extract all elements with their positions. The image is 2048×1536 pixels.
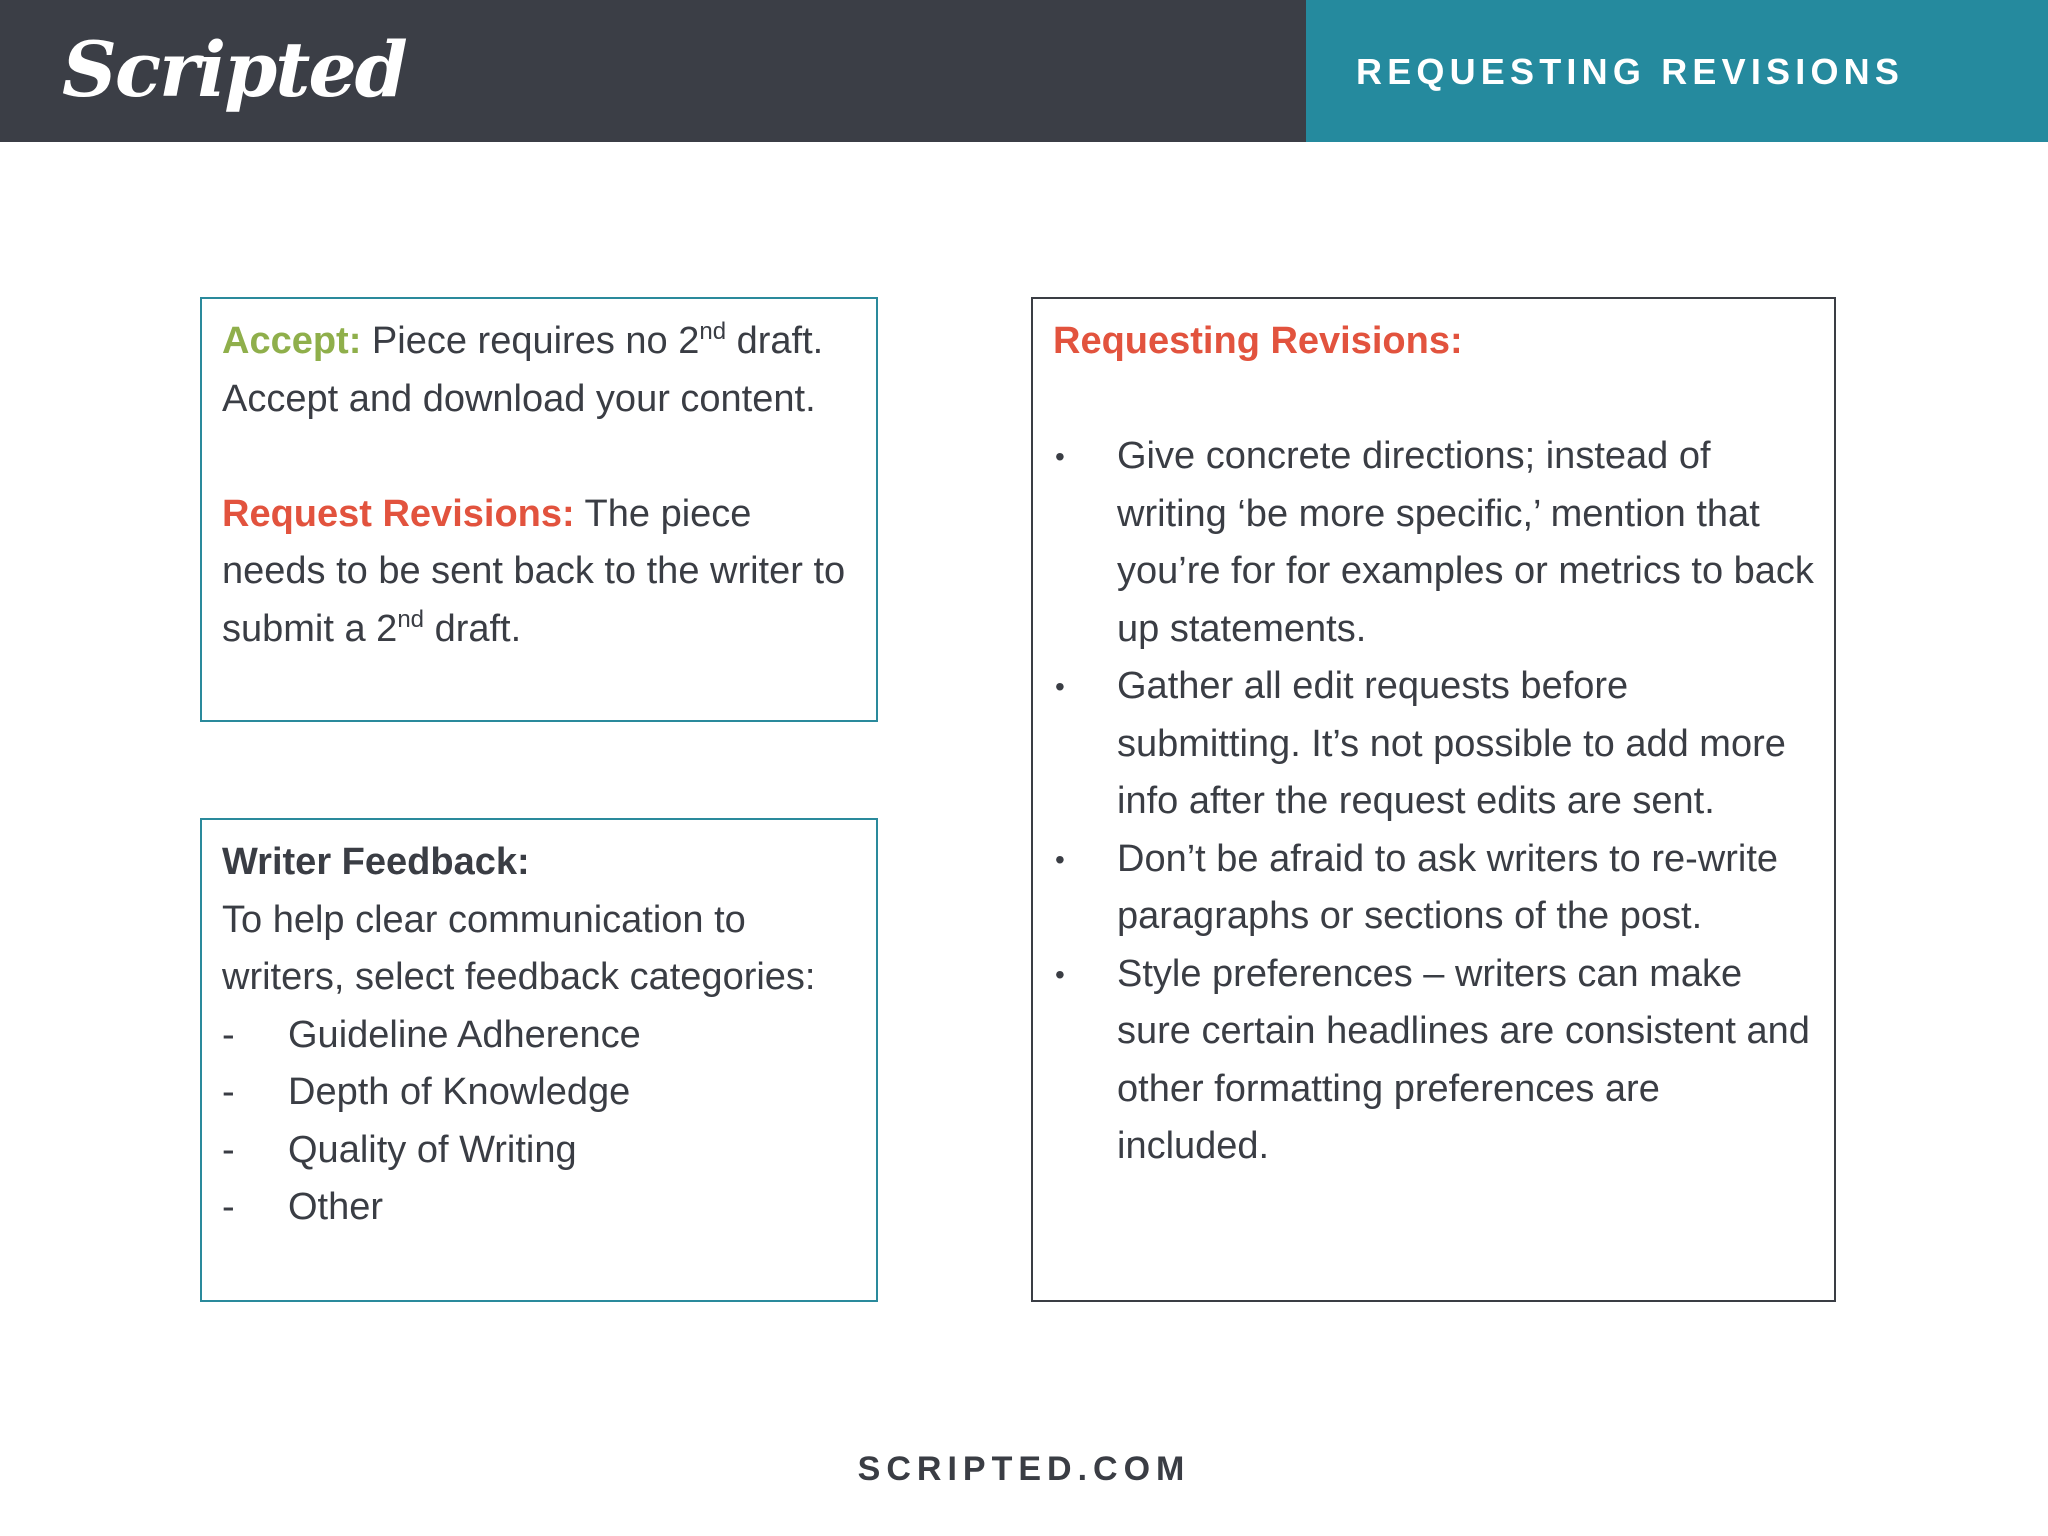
dash-marker: - xyxy=(222,1186,235,1228)
feedback-category: Guideline Adherence xyxy=(288,1013,641,1056)
accept-request-box xyxy=(200,297,878,722)
accept-paragraph xyxy=(222,313,858,428)
revision-tips-list xyxy=(1053,428,1816,1176)
feedback-category: Other xyxy=(288,1186,384,1228)
list-item xyxy=(222,1179,858,1237)
revision-tip: Gather all edit requests before submitting. It’s not possible to add more info after the request edits are sent. xyxy=(1117,665,1786,822)
feedback-category: Quality of Writing xyxy=(288,1128,577,1171)
bullet-marker: • xyxy=(1055,671,1065,702)
page-title: REQUESTING REVISIONS xyxy=(1356,51,1905,92)
bullet-marker: • xyxy=(1055,441,1065,472)
request-revisions-paragraph xyxy=(222,486,858,659)
writer-feedback-box xyxy=(200,818,878,1302)
accept-text-2: draft. Accept and download your content. xyxy=(222,320,824,420)
list-item xyxy=(1053,658,1816,831)
scripted-logo: Scripted xyxy=(62,25,406,114)
revision-tip: Don’t be afraid to ask writers to re-write paragraphs or sections of the post. xyxy=(1117,837,1779,937)
bullet-marker: • xyxy=(1055,958,1065,990)
dash-marker: - xyxy=(222,1128,235,1171)
request-revisions-label: Request Revisions: xyxy=(222,492,575,535)
request-text-1: The piece needs to be sent back to the writer to submit a 2 xyxy=(222,492,846,650)
requesting-revisions-box xyxy=(1031,297,1836,1302)
writer-feedback-heading: Writer Feedback: xyxy=(222,841,530,883)
bullet-marker: • xyxy=(1055,843,1065,875)
header-title-bar xyxy=(1306,0,2048,142)
list-item xyxy=(222,1064,858,1122)
accept-label: Accept: xyxy=(222,320,362,362)
list-item xyxy=(222,1122,858,1180)
footer-url: SCRIPTED.COM xyxy=(857,1450,1191,1488)
feedback-category: Depth of Knowledge xyxy=(288,1071,631,1113)
list-item xyxy=(1053,428,1816,658)
header-brand-bar xyxy=(0,0,1306,142)
list-item xyxy=(1053,831,1816,946)
accept-superscript: nd xyxy=(699,318,727,345)
request-superscript: nd xyxy=(397,605,425,633)
dash-marker: - xyxy=(222,1013,235,1056)
list-item xyxy=(1053,946,1816,1176)
revision-tip: Style preferences – writers can make sure certain headlines are consistent and other formatting preferences are included. xyxy=(1117,952,1810,1167)
accept-text-1: Piece requires no 2 xyxy=(361,320,700,362)
revision-tip: Give concrete directions; instead of writing ‘be more specific,’ mention that you’re for for examples or metrics to back up statements. xyxy=(1117,435,1814,650)
requesting-revisions-heading: Requesting Revisions: xyxy=(1053,320,1463,362)
writer-feedback-intro: To help clear communication to writers, select feedback categories: xyxy=(222,898,816,998)
dash-marker: - xyxy=(222,1071,235,1113)
list-item xyxy=(222,1007,858,1065)
request-text-2: draft. xyxy=(424,607,522,650)
feedback-category-list xyxy=(222,1007,858,1237)
